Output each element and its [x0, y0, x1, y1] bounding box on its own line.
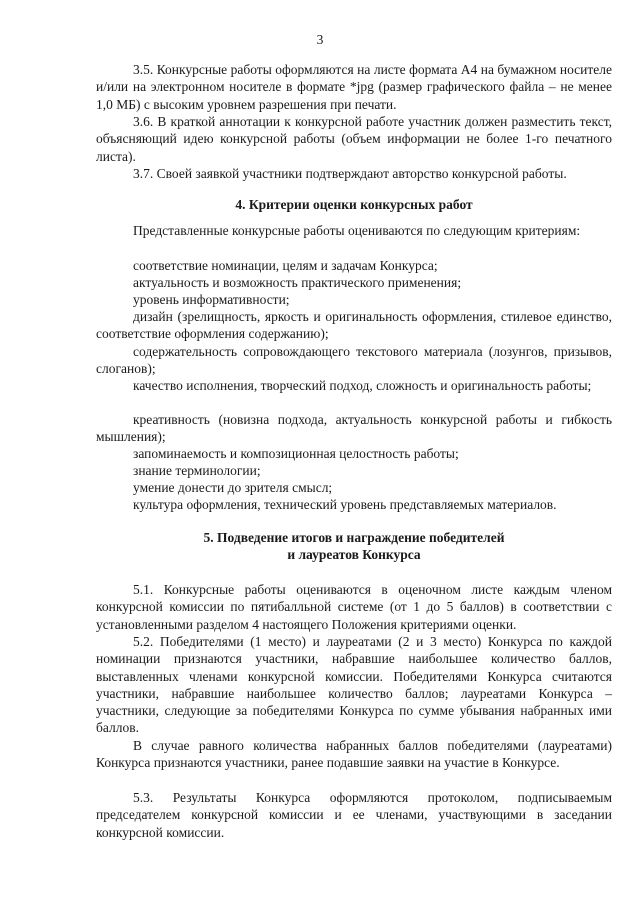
paragraph-3-6: 3.6. В краткой аннотации к конкурсной работе участник должен разместить текст, объясняющий идею конкурсной работы (объем информации не более 1-го печатного листа). [96, 114, 612, 164]
criteria-intro: Представленные конкурсные работы оцениваются по следующим критериям: [133, 223, 581, 238]
criteria-item: актуальность и возможность практического применения; [133, 275, 462, 290]
section-5-heading-line1: 5. Подведение итогов и награждение победителей [203, 530, 505, 545]
paragraph-5-3: 5.3. Результаты Конкурса оформляются протоколом, подписываемым председателем конкурсной комиссии и ее членами, участвующими в заседании конкурсной комиссии. [96, 790, 612, 840]
section-4-heading: 4. Критерии оценки конкурсных работ [235, 197, 473, 212]
section-5-heading-line2: и лауреатов Конкурса [287, 547, 421, 562]
criteria-item: запоминаемость и композиционная целостность работы; [133, 446, 459, 461]
paragraph-3-5: 3.5. Конкурсные работы оформляются на листе формата А4 на бумажном носителе и/или на электронном носителе в формате *jpg (размер графического файла – не менее 1,0 МБ) с высоким уровнем разрешения при печати. [96, 62, 612, 112]
paragraph-5-1: 5.1. Конкурсные работы оцениваются в оценочном листе каждым членом конкурсной комиссии по пятибалльной системе (от 1 до 5 баллов) в соответствии с установленными разделом 4 настоящего Положения критериями оценки. [96, 582, 612, 632]
criteria-item: культура оформления, технический уровень представляемых материалов. [133, 497, 557, 512]
paragraph-equal-scores: В случае равного количества набранных баллов победителями (лауреатами) Конкурса признаются участники, ранее подавшие заявки на участие в Конкурсе. [96, 738, 612, 771]
criteria-item: соответствие номинации, целям и задачам Конкурса; [133, 258, 438, 273]
criteria-item: уровень информативности; [133, 292, 290, 307]
criteria-item: знание терминологии; [133, 463, 261, 478]
page-number: 3 [316, 32, 324, 47]
criteria-item: креативность (новизна подхода, актуальность конкурсной работы и гибкость мышления); [96, 412, 612, 445]
criteria-item: качество исполнения, творческий подход, сложность и оригинальность работы; [133, 378, 592, 393]
criteria-item: содержательность сопровождающего текстового материала (лозунгов, призывов, слоганов); [96, 344, 612, 377]
paragraph-3-7: 3.7. Своей заявкой участники подтверждают авторство конкурсной работы. [133, 166, 567, 181]
paragraph-5-2: 5.2. Победителями (1 место) и лауреатами (2 и 3 место) Конкурса по каждой номинации признаются участники, набравшие наибольшее количество баллов, выставленных членами конкурсной комиссии. Победителями Конкурса считаются участники, набравшие наибольшее количество баллов; лауреатами Конкурса – участники, следующие за победителями Конкурса по сумме убывания набранных ими баллов. [96, 634, 612, 736]
criteria-item: умение донести до зрителя смысл; [133, 480, 333, 495]
criteria-item: дизайн (зрелищность, яркость и оригинальность оформления, стилевое единство, соответствие оформления содержанию); [96, 309, 612, 342]
